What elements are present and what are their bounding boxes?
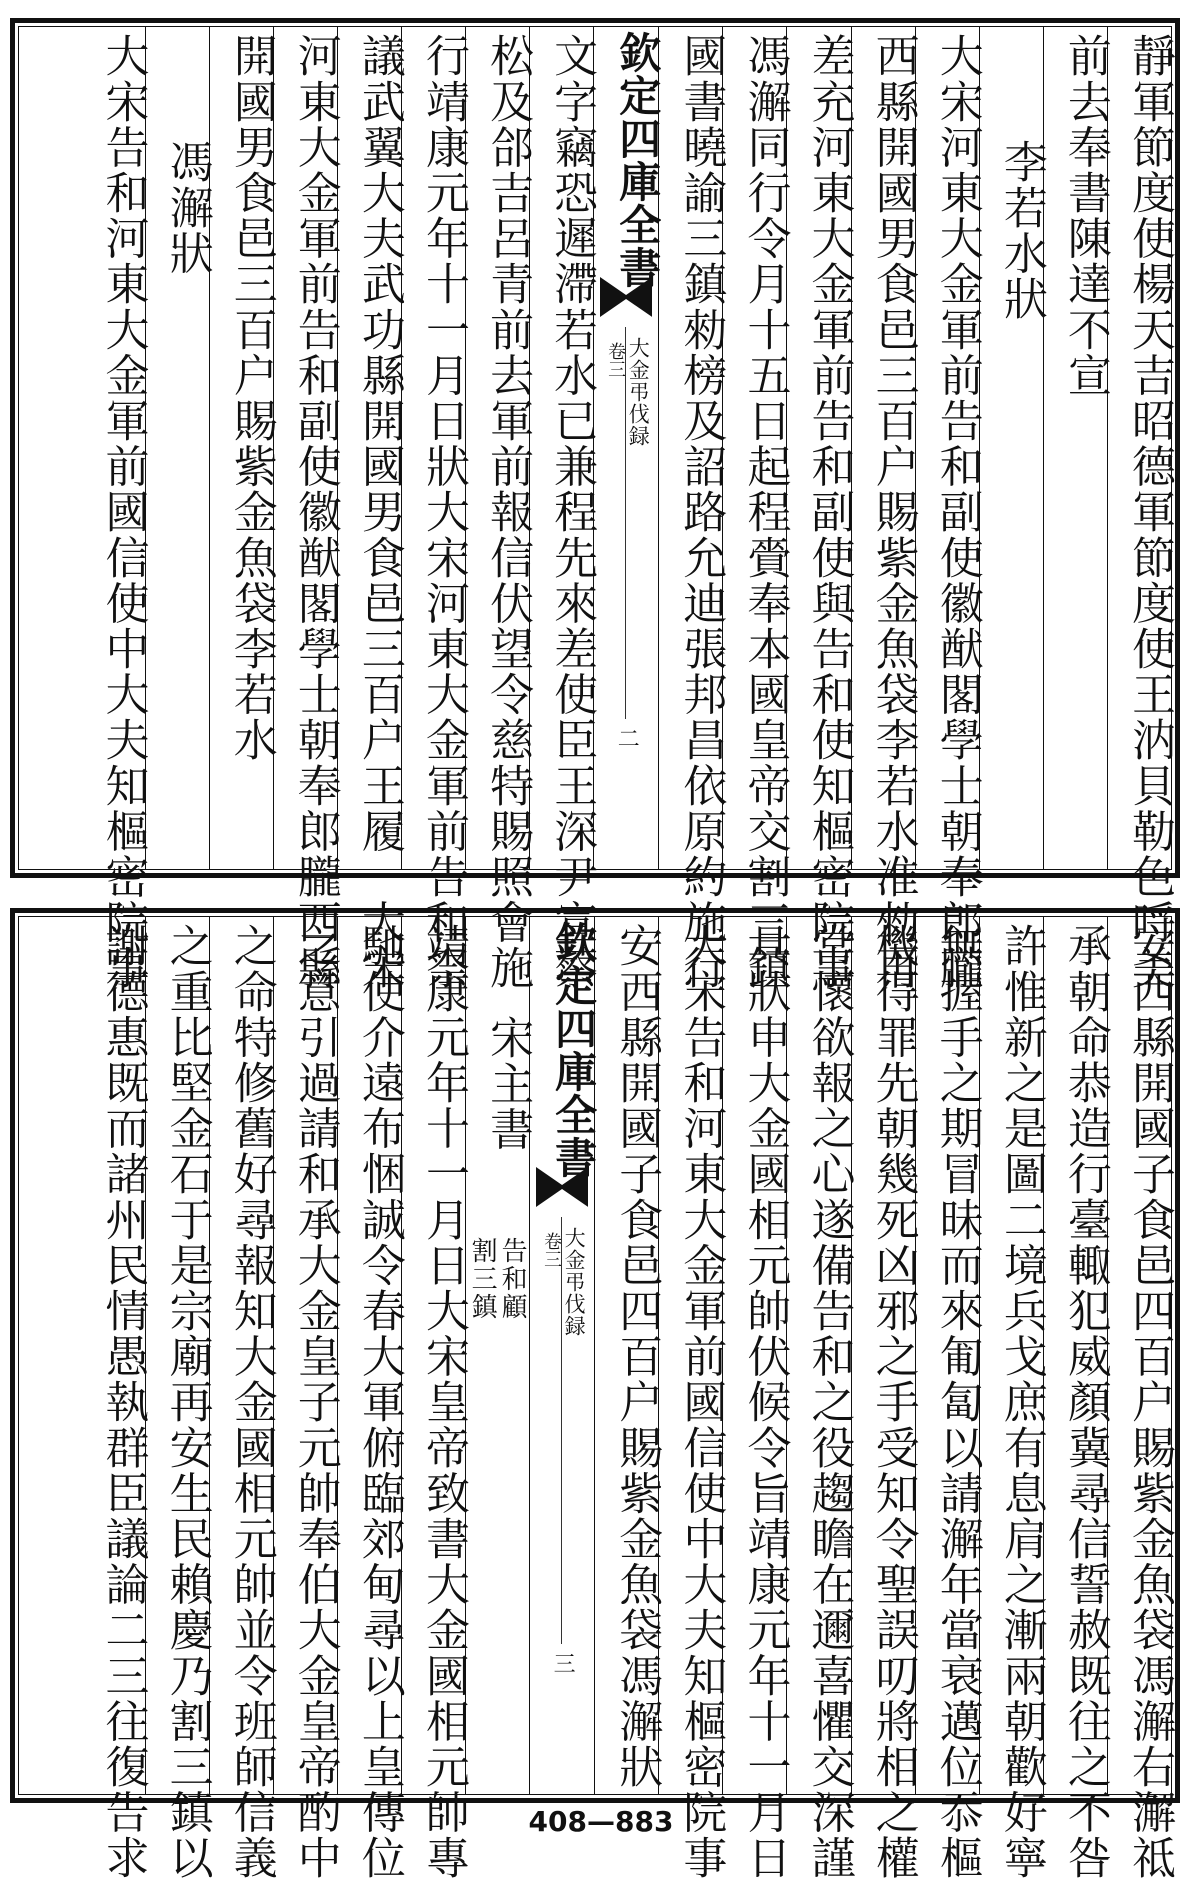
- column-text: 許惟新之是圖二境兵戈庶有息肩之漸兩朝歡好寧: [995, 923, 1047, 1881]
- text-column: [979, 917, 1047, 1881]
- text-column: [979, 27, 1047, 869]
- column-text: 河東大金軍前告和副使徽猷閣學士朝奉郎朧西縣: [289, 33, 341, 991]
- column-text: 無握手之期冒昧而來匍匐以請澥年當衰邁位忝樞: [931, 923, 983, 1881]
- volume-number: 卷三: [541, 1232, 563, 1268]
- text-column: [851, 917, 919, 1881]
- note-line-right: 告和顧: [497, 1237, 528, 1321]
- column-text: 之意引過請和承大金皇子元帥奉伯大金皇帝酌中: [289, 923, 341, 1881]
- book-title: 大金弔伐録: [562, 1227, 587, 1337]
- interlinear-note: [467, 1237, 528, 1321]
- column-text: 國書曉諭三鎮勑榜及詔路允迪張邦昌依原約施行: [675, 33, 727, 991]
- text-column: [722, 917, 791, 1881]
- column-text: 李若水狀: [995, 139, 1047, 322]
- leaf-number: 三: [550, 1652, 576, 1674]
- text-column: [1107, 27, 1175, 991]
- column-text: 馳使介遠布悃誠令春大軍俯臨郊甸尋以上皇傳位: [353, 923, 405, 1881]
- text-column: [145, 27, 213, 869]
- column-text: 常懷欲報之心遂備告和之役趨瞻在邇喜懼交深謹: [803, 923, 855, 1881]
- column-text: 差充河東大金軍前告和副使與告和使知樞密院事: [803, 33, 855, 991]
- text-column: [465, 27, 534, 991]
- text-column: [915, 27, 983, 991]
- column-text: 行靖康元年十一月日狀大宋河東大金軍前告和祭: [417, 33, 469, 991]
- text-column: [658, 27, 727, 991]
- column-text: 承朝命恭造行臺輙犯威顏冀尋信誓赦既往之不咎: [1059, 923, 1111, 1881]
- text-column: [465, 917, 534, 1794]
- text-column: [1043, 917, 1111, 1881]
- column-text: 靖康元年十一月日大宋皇帝致書大金國相元帥專: [417, 923, 469, 1881]
- text-column: [337, 27, 405, 991]
- fish-tail-mark: [536, 1167, 588, 1207]
- column-text: 靜軍節度使楊天吉昭德軍節度使王汭貝勒色哷美: [1124, 33, 1175, 991]
- center-rule: [625, 327, 626, 719]
- center-title-column: [529, 917, 599, 1794]
- text-column: [145, 917, 213, 1881]
- page-footer: 408—883: [528, 1805, 674, 1838]
- volume-number: 卷三: [605, 342, 627, 378]
- column-text: 文字竊恐遲滯若水已兼程先來差使臣王深尹宣蔡: [546, 33, 598, 991]
- fish-tail-mark: [600, 277, 652, 317]
- text-column: [401, 917, 469, 1881]
- column-text: 西縣開國男食邑三百户賜紫金魚袋李若水准勑再: [867, 33, 919, 991]
- center-rule: [561, 1217, 562, 1644]
- text-column: [273, 27, 341, 991]
- text-column: [273, 917, 341, 1881]
- column-text: 大宋告和河東大金軍前國信使中大夫知樞密院事: [97, 33, 149, 991]
- column-text: 安西縣開國子食邑四百户賜紫金魚袋馮澥狀: [611, 923, 663, 1790]
- note-line-left: 割三鎮: [467, 1237, 498, 1321]
- text-column: [786, 917, 855, 1881]
- column-text: 松及郃吉呂青前去軍前報信伏望令慈特賜照會施: [482, 33, 534, 991]
- text-column: [401, 27, 469, 991]
- text-column: [209, 27, 277, 869]
- text-column: [851, 27, 919, 991]
- center-title-column: [593, 27, 663, 869]
- text-column: [915, 917, 983, 1881]
- collection-title: 欽定四庫全書: [613, 31, 663, 289]
- column-text: 之重比堅金石于是宗廟再安生民賴慶乃割三鎮以: [161, 923, 213, 1881]
- column-text: 馮澥同行令月十五日起程賫奉本國皇帝交割三鎮: [739, 33, 791, 991]
- collection-title: 欽定四庫全書: [549, 921, 599, 1179]
- top-page: [10, 18, 1180, 991]
- text-column: [1107, 917, 1175, 1881]
- text-column: [80, 917, 149, 1881]
- column-text: 機得罪先朝幾死凶邪之手受知令聖誤叨將相之權: [867, 923, 919, 1881]
- text-column: [722, 27, 791, 991]
- column-text: 大宋告和河東大金軍前國信使中大夫知樞密院事: [675, 923, 727, 1881]
- column-text: 具狀申大金國相元帥伏候令旨靖康元年十一月日: [739, 923, 791, 1881]
- column-text: 開國男食邑三百户賜紫金魚袋李若水: [225, 33, 277, 763]
- column-text: 之命特修舊好尋報知大金國相元帥並令班師信義: [225, 923, 277, 1881]
- column-text: 大宋河東大金軍前告和副使徽猷閣學士朝奉郎朧: [931, 33, 983, 991]
- text-column: [1043, 27, 1111, 869]
- column-text: 前去奉書陳達不宣: [1059, 33, 1111, 398]
- column-text: 議武翼大夫武功縣開國男食邑三百户王履 大宋: [353, 33, 405, 991]
- column-text: 謝德惠既而諸州民情愚執群臣議論二三往復告求: [97, 923, 149, 1881]
- text-column: [658, 917, 727, 1881]
- leaf-number: 二: [614, 727, 640, 749]
- text-column: [594, 917, 663, 1794]
- text-column: [786, 27, 855, 991]
- column-text: 安西縣開國子食邑四百户賜紫金魚袋馮澥右澥祗: [1124, 923, 1175, 1881]
- column-text: 馮澥狀: [161, 139, 213, 276]
- text-column: [80, 27, 149, 991]
- column-text: 宋主書: [482, 1015, 534, 1152]
- text-column: [209, 917, 277, 1881]
- book-title: 大金弔伐録: [626, 337, 651, 447]
- text-column: [337, 917, 405, 1881]
- text-column: [529, 27, 598, 991]
